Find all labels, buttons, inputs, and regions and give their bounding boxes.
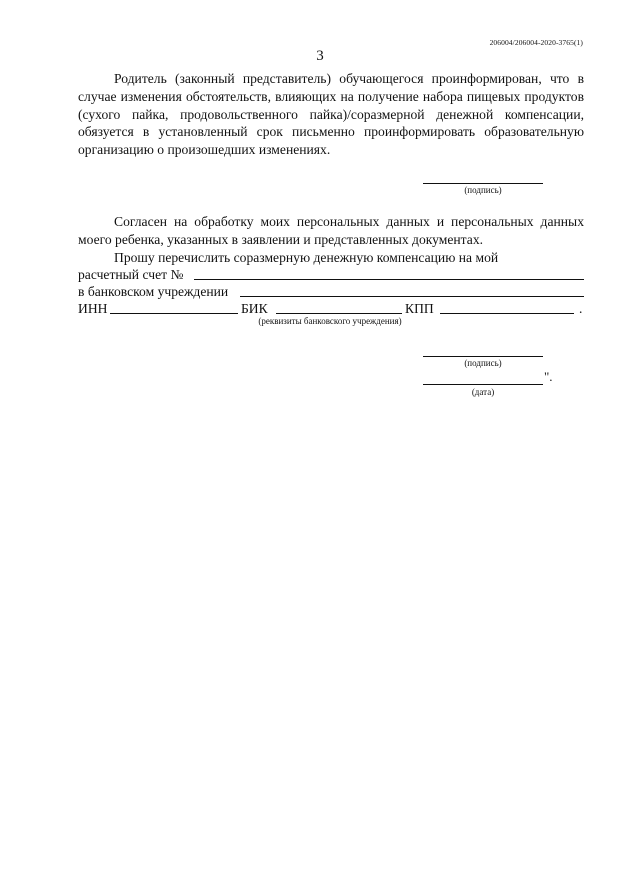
signature-caption: (подпись): [464, 185, 502, 195]
kpp-field[interactable]: [440, 313, 574, 314]
inn-field[interactable]: [110, 313, 238, 314]
account-number-field[interactable]: [194, 279, 584, 280]
kpp-label: КПП: [405, 301, 434, 316]
signature-caption: (подпись): [464, 358, 502, 368]
consent-paragraph: [78, 213, 584, 266]
signature-line[interactable]: [423, 356, 543, 357]
date-caption: (дата): [471, 387, 495, 397]
bank-name-field[interactable]: [240, 296, 584, 297]
notification-paragraph: [78, 70, 584, 159]
request-text: Прошу перечислить соразмерную денежную компенсацию на мой: [114, 249, 499, 265]
end-period: .: [579, 301, 583, 316]
date-line[interactable]: [423, 384, 543, 385]
page-number: 3: [316, 48, 324, 64]
date-quote: ".: [544, 369, 553, 384]
inn-label: ИНН: [78, 301, 108, 316]
bik-field[interactable]: [276, 313, 402, 314]
account-label: расчетный счет №: [78, 267, 184, 282]
bank-row: [78, 283, 228, 301]
account-row: [78, 266, 183, 284]
bank-label: в банковском учреждении: [78, 284, 229, 299]
bank-details-caption: (реквизиты банковского учреждения): [258, 316, 402, 326]
document-id: 206004/206004-2020-3765(1): [489, 38, 583, 47]
signature-line[interactable]: [423, 183, 543, 184]
bik-label: БИК: [241, 301, 268, 316]
paragraph-text: Родитель (законный представитель) обучающегося проинформирован, что в случае изменения обстоятельств, влияющих на получение набора пищевых продуктов (сухого пайка, продовольственного пайка)/соразмерной денежной компенсации, обязуется в установленный срок письменно проинформировать образовательную организацию о произошедших изменениях.: [78, 71, 584, 158]
paragraph-text: Согласен на обработку моих персональных данных и персональных данных моего ребенка, указанных в заявлении и представленных документах.: [78, 214, 584, 247]
